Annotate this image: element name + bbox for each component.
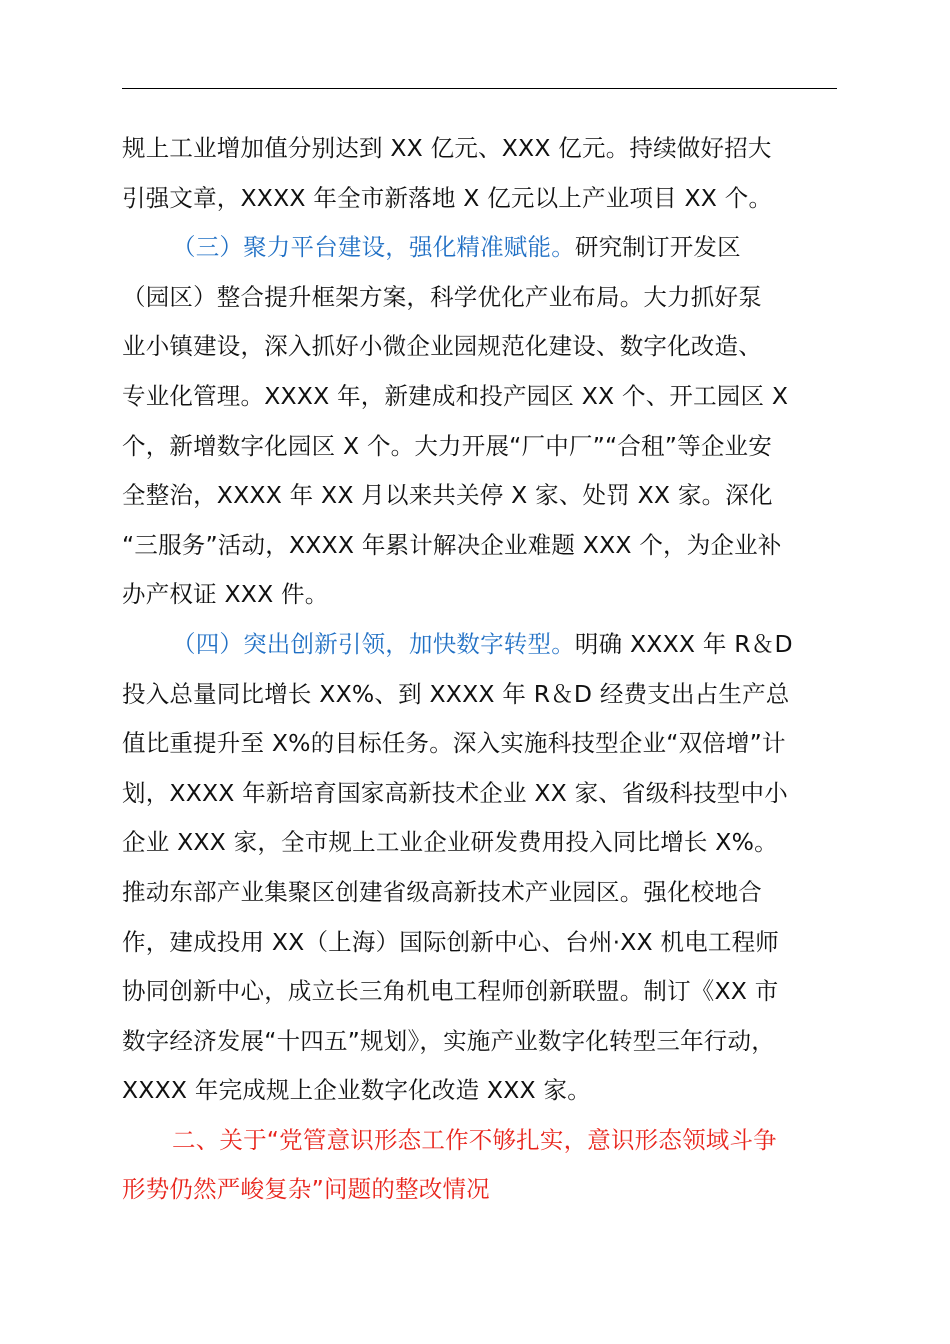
paragraph-line: 推动东部产业集聚区创建省级高新技术产业园区。强化校地合 [122,877,762,906]
section-heading-text: （四）突出创新引领，加快数字转型。 [172,629,575,658]
paragraph-line: 专业化管理。XXXX 年，新建成和投产园区 XX 个、开工园区 X [122,381,789,410]
section-heading-3: （三）聚力平台建设，强化精准赋能。研究制订开发区 [172,233,741,262]
chapter-heading-2-continued: 形势仍然严峻复杂”问题的整改情况 [122,1175,490,1204]
paragraph-line: （园区）整合提升框架方案，科学优化产业布局。大力抓好泵 [122,282,762,311]
paragraph-line: “三服务”活动，XXXX 年累计解决企业难题 XXX 个，为企业补 [122,530,782,559]
section-heading-4: （四）突出创新引领，加快数字转型。明确 XXXX 年 R＆D [172,629,793,658]
paragraph-line: XXXX 年完成规上企业数字化改造 XXX 家。 [122,1076,591,1105]
paragraph-line: 协同创新中心，成立长三角机电工程师创新联盟。制订《XX 市 [122,977,779,1006]
paragraph-line: 数字经济发展“十四五”规划》，实施产业数字化转型三年行动， [122,1026,775,1055]
paragraph-line: 投入总量同比增长 XX%、到 XXXX 年 R＆D 经费支出占生产总 [122,679,790,708]
paragraph-line: 作，建成投用 XX（上海）国际创新中心、台州·XX 机电工程师 [122,927,780,956]
header-rule [122,88,837,89]
paragraph-line: 全整治，XXXX 年 XX 月以来共关停 X 家、处罚 XX 家。深化 [122,481,773,510]
paragraph-line: 办产权证 XXX 件。 [122,580,329,609]
paragraph-line: 企业 XXX 家，全市规上工业企业研发费用投入同比增长 X%。 [122,828,778,857]
paragraph-line: 划，XXXX 年新培育国家高新技术企业 XX 家、省级科技型中小 [122,778,788,807]
paragraph-line: 业小镇建设，深入抓好小微企业园规范化建设、数字化改造、 [122,332,762,361]
document-body [122,124,838,1215]
chapter-heading-2: 二、关于“党管意识形态工作不够扎实，意识形态领域斗争 [172,1125,777,1154]
paragraph-line: 引强文章，XXXX 年全市新落地 X 亿元以上产业项目 XX 个。 [122,183,773,212]
paragraph-line: 规上工业增加值分别达到 XX 亿元、XXX 亿元。持续做好招大 [122,134,772,162]
paragraph-line: 个，新增数字化园区 X 个。大力开展“厂中厂”“合租”等企业安 [122,431,772,460]
paragraph-line: 值比重提升至 X%的目标任务。深入实施科技型企业“双倍增”计 [122,729,786,758]
section-heading-text: （三）聚力平台建设，强化精准赋能。 [172,233,575,262]
